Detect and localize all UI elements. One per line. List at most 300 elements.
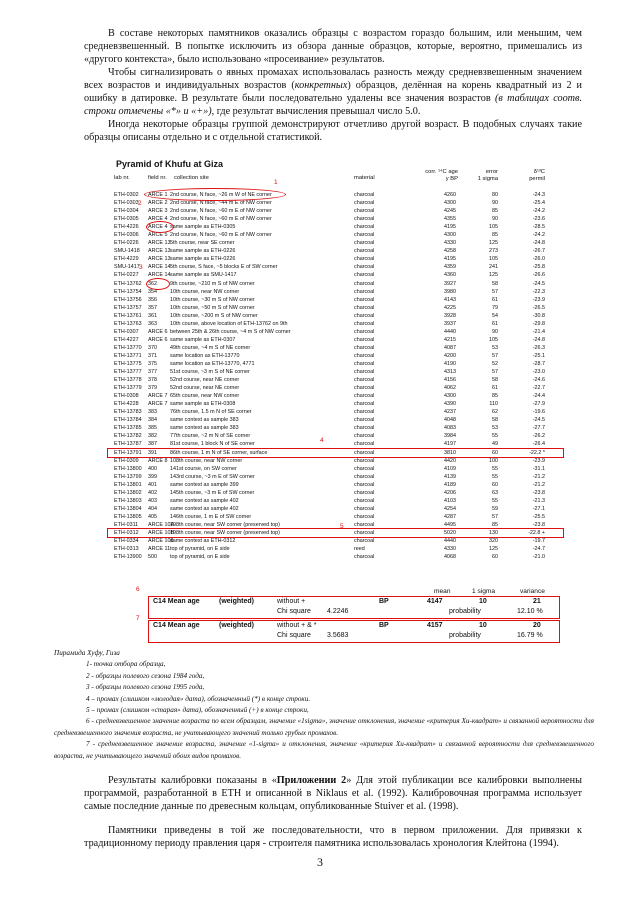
cell-field-nr: 401 [148,481,157,488]
cell-material: charcoal [354,280,375,287]
cell-delta13c: -28.5 [532,224,545,231]
cell-lab-nr: SMU-1418 [114,248,140,255]
cell-lab-nr: ETH-13756 [114,296,142,303]
caption-item: 4 – промах (слишком «молодая» дата), обозначенный (*) в конце строки. [86,694,311,703]
cell-material: charcoal [354,505,375,512]
stats-label: C14 Mean age [153,598,200,605]
cell-delta13c: -21.2 [532,481,545,488]
cell-age: 4156 [444,377,456,384]
table-row [108,545,563,553]
cell-field-nr: ARCE 7 [148,401,168,408]
cell-delta13c: -24.2 [532,208,545,215]
table-row [108,553,563,561]
paragraph-calibration [84,774,582,813]
cell-collection-site: 198th course, near SW corner (preserved top) [170,521,280,528]
cell-material: charcoal [354,232,375,239]
stats-header-mean: mean [434,588,451,595]
cell-field-nr: ARCE 6 [148,328,168,335]
stats-prob-value: 12.10 % [517,608,543,615]
cell-delta13c: -28.7 [532,360,545,367]
cell-field-nr: 385 [148,425,157,432]
stats-prob-label: probability [449,632,481,639]
cell-collection-site: 198th course, near SW corner (preserved top) [170,529,280,536]
cell-field-nr: 362 [148,280,157,287]
cell-field-nr: ARCE 13 [148,240,171,247]
cell-collection-site: top of pyramid, on E side [170,546,230,553]
marker-7: 7 [136,615,140,622]
cell-collection-site: same context as ETH-0312 [170,538,236,545]
table-row [108,384,563,392]
table-row [108,207,563,215]
cell-lab-nr: ETH-0303 [114,200,139,207]
cell-collection-site: same context as sample 402 [170,497,239,504]
table-row [108,497,563,505]
cell-age: 4245 [444,208,456,215]
table-row [108,457,563,465]
stats-box-without-all-outliers [148,620,560,643]
cell-lab-nr: ETH-0309 [114,457,139,464]
cell-error: 105 [489,256,498,263]
cell-delta13c: -22.7 [532,385,545,392]
cell-error: 55 [492,497,498,504]
cell-material: charcoal [354,425,375,432]
cell-material: charcoal [354,369,375,376]
cell-lab-nr: ETH-13762 [114,280,142,287]
cell-age: 4190 [444,360,456,367]
table-row [108,296,563,304]
cell-field-nr: ARCE 6 [148,336,168,343]
stats-prob-label: probability [449,608,481,615]
table-row [108,288,563,296]
cell-lab-nr: ETH-13800 [114,465,142,472]
cell-lab-nr: ETH-4229 [114,256,139,263]
cell-error: 61 [492,296,498,303]
cell-age: 4189 [444,481,456,488]
table-row [108,408,563,416]
header-material: material [354,175,375,181]
cell-field-nr: 500 [148,554,157,561]
table-row [108,440,563,448]
header-field: field nr. [148,175,167,181]
cell-material: charcoal [354,401,375,408]
cell-collection-site: 9th course, ~210 m S of NW corner [170,280,255,287]
cell-error: 85 [492,521,498,528]
cell-lab-nr: ETH-13801 [114,481,142,488]
cell-delta13c: -23.8 [532,521,545,528]
cell-lab-nr: ETH-13787 [114,441,142,448]
cell-collection-site: same sample as ETH-0308 [170,401,236,408]
cell-lab-nr: ETH-13791 [114,449,142,456]
cell-lab-nr: ETH-13757 [114,304,142,311]
cell-delta13c: -21.2 [532,473,545,480]
cell-age: 3928 [444,312,456,319]
paragraph-text: Результаты калибровки показаны в « [108,775,277,786]
cell-lab-nr: ETH-13783 [114,409,142,416]
cell-material: charcoal [354,344,375,351]
cell-delta13c: -22.2 * [529,449,545,456]
cell-field-nr: ARCE 14 [148,272,171,279]
cell-delta13c: -21.3 [532,497,545,504]
annotation-ring-1 [144,188,286,201]
cell-lab-nr: ETH-13803 [114,497,142,504]
cell-error: 241 [489,264,498,271]
cell-lab-nr: ETH-0226 [114,240,139,247]
cell-error: 90 [492,216,498,223]
paragraph-text: , где результат вычисления превышал число 5.0. [211,106,421,117]
cell-age: 4048 [444,417,456,424]
cell-error: 58 [492,417,498,424]
cell-lab-nr: ETH-13784 [114,417,142,424]
cell-age: 3937 [444,320,456,327]
cell-delta13c: -29.8 [532,320,545,327]
cell-material: charcoal [354,538,375,545]
cell-material: charcoal [354,409,375,416]
stats-filter: without + [277,598,306,605]
cell-material: charcoal [354,192,375,198]
cell-error: 58 [492,377,498,384]
cell-lab-nr: ETH-0306 [114,232,139,239]
cell-delta13c: -30.8 [532,312,545,319]
cell-collection-site: 2nd course, N face, ~44 m E of NW corner [170,200,272,207]
cell-collection-site: 108th course, near NW corner [170,457,243,464]
cell-age: 4390 [444,401,456,408]
table-row [108,376,563,384]
cell-delta13c: -26.6 [532,272,545,279]
cell-field-nr: ARCE 8 [148,457,168,464]
cell-lab-nr: ETH-0304 [114,208,139,215]
marker-4: 4 [320,437,324,444]
stats-unit: BP [379,622,389,629]
paragraph-text: Иногда некоторые образцы группой демонстрируют отчетливо другой возраст. В подобных случаях такие образцы описаны отдельно и с отдельной статистикой. [84,119,582,143]
table-row [108,473,563,481]
cell-field-nr: 354 [148,288,157,295]
annotation-ring-3 [146,278,170,290]
cell-age: 4195 [444,224,456,231]
cell-collection-site: top of pyramid, on E side [170,554,230,561]
stats-chi-value: 3.5683 [327,632,349,639]
cell-age: 4300 [444,393,456,400]
cell-delta13c: -26.4 [532,441,545,448]
cell-age: 4139 [444,473,456,480]
cell-age: 4087 [444,344,456,351]
cell-delta13c: -31.1 [532,465,545,472]
cell-material: charcoal [354,449,375,456]
stats-variance: 21 [533,598,541,605]
marker-1: 1 [274,179,278,186]
cell-collection-site: between 25th & 26th course, ~4 m S of NW corner [170,328,291,335]
cell-collection-site: same sample as ETH-0226 [170,248,236,255]
cell-material: charcoal [354,441,375,448]
cell-field-nr: ARCE 13 [148,256,171,263]
cell-delta13c: -24.6 [532,377,545,384]
cell-delta13c: -24.8 [532,336,545,343]
table-row [108,529,563,537]
stats-chi-value: 4.2246 [327,608,349,615]
cell-material: charcoal [354,264,375,271]
cell-collection-site: 10th course, near NW corner [170,288,240,295]
cell-material: charcoal [354,352,375,359]
table-row [108,505,563,513]
table-row [108,344,563,352]
stats-weighted: (weighted) [219,598,254,605]
cell-error: 60 [492,449,498,456]
cell-field-nr: ARCE 2 [148,200,168,207]
figure-caption [54,648,594,762]
cell-error: 61 [492,320,498,327]
cell-error: 49 [492,441,498,448]
cell-delta13c: -26.7 [532,248,545,255]
cell-field-nr: ARCE 1 [148,192,168,198]
cell-material: charcoal [354,200,375,207]
header-site: collection site [174,175,209,181]
cell-material: charcoal [354,473,375,480]
table-row [108,312,563,320]
cell-delta13c: -25.5 [532,513,545,520]
cell-age: 4068 [444,554,456,561]
cell-error: 57 [492,352,498,359]
cell-collection-site: 86th course, 1 m N of SE corner, surface [170,449,268,456]
cell-age: 4300 [444,200,456,207]
cell-lab-nr: ETH-0227 [114,272,139,279]
stats-filter: without + & * [277,622,317,629]
stats-sigma: 10 [479,622,487,629]
cell-error: 61 [492,385,498,392]
cell-age: 4200 [444,352,456,359]
cell-material: charcoal [354,208,375,215]
header-lab: lab nr. [114,175,130,181]
cell-age: 4440 [444,328,456,335]
cell-error: 55 [492,433,498,440]
paragraph-emphasis: конкретных [294,80,348,91]
header-age-unit: y BP [445,176,458,182]
table-row [108,432,563,440]
table-row [108,231,563,239]
cell-age: 3927 [444,280,456,287]
cell-delta13c: -25.8 [532,264,545,271]
cell-age: 4206 [444,489,456,496]
cell-error: 320 [489,538,498,545]
table-row [108,521,563,529]
cell-field-nr: 356 [148,296,157,303]
cell-collection-site: same location as ETH-13770, 4771 [170,360,255,367]
cell-lab-nr: ETH-13779 [114,385,142,392]
cell-delta13c: -23.0 [532,369,545,376]
paragraph-emphasis: (в таблицах соотв. строки отмечены «*» и «+») [84,93,582,117]
stats-unit: BP [379,598,389,605]
paragraph-text: Памятники приведены в той же последовательности, что в первом приложении. Для привязки к традиционному периоду правления царя - строителя памятника использовалась хронология Клейтона (1994). [84,825,582,849]
cell-lab-nr: ETH-13770 [114,344,142,351]
paragraph-text: В составе некоторых памятников оказались образцы с возрастом гораздо большим, или меньшим, чем средневзвешенный. В попытке исключить из обзора данные образцов, которые, вероятно, примешались из «другого контекста», было использовано «просеивание» результатов. [84,28,582,65]
cell-age: 3980 [444,288,456,295]
cell-error: 90 [492,200,498,207]
cell-field-nr: ARCE 5 [148,232,168,239]
cell-field-nr: 405 [148,513,157,520]
cell-material: charcoal [354,296,375,303]
table-row [108,489,563,497]
cell-age: 4103 [444,497,456,504]
cell-lab-nr: ETH-13804 [114,505,142,512]
cell-delta13c: -26.2 [532,433,545,440]
caption-item: 6 - средневзвешенное значение возраста по всем образцам, значение «1sigma», значение отклонения, значение «критерия Хи-квадрат» и связанной вероятности для средневзвешенного значения возраста, не учитывающего значений только грубых промахов. [54,717,594,737]
cell-error: 85 [492,232,498,239]
cell-lab-nr: ETH-13782 [114,433,142,440]
cell-delta13c: -24.5 [532,280,545,287]
cell-delta13c: -24.2 [532,232,545,239]
cell-lab-nr: ETH-13754 [114,288,142,295]
cell-field-nr: 384 [148,417,157,424]
cell-material: charcoal [354,393,375,400]
cell-collection-site: 81st course, 1 block N of SE corner [170,441,255,448]
table-row [108,352,563,360]
cell-collection-site: 49th course, ~4 m S of NE corner [170,344,251,351]
table-row [108,392,563,400]
table-row [108,280,563,288]
stats-sigma: 10 [479,598,487,605]
table-row [108,416,563,424]
cell-age: 3984 [444,433,456,440]
cell-lab-nr: ETH-13785 [114,425,142,432]
cell-lab-nr: SMU-1417 [114,264,140,271]
cell-lab-nr: ETH-0312 [114,529,139,536]
paragraph-intro [84,27,582,66]
cell-field-nr: 357 [148,304,157,311]
cell-field-nr: ARCE 7 [148,393,168,400]
cell-error: 55 [492,465,498,472]
cell-error: 54 [492,312,498,319]
table-row [108,400,563,408]
cell-lab-nr: ETH-4227 [114,336,139,343]
cell-delta13c: -24.5 [532,417,545,424]
cell-field-nr: ARCE 4 [148,224,168,231]
cell-error: 110 [489,401,498,408]
cell-lab-nr: ETH-13802 [114,489,142,496]
header-error: error [485,169,498,175]
cell-error: 125 [489,240,498,247]
stats-box-without-outliers-plus [148,596,560,619]
header-error-unit: 1 sigma [477,176,498,182]
cell-error: 79 [492,304,498,311]
cell-error: 85 [492,393,498,400]
table-row [108,328,563,336]
page-number: 3 [317,855,323,869]
cell-material: charcoal [354,312,375,319]
cell-age: 4355 [444,216,456,223]
table-body [108,191,563,561]
header-delta-unit: permil [529,176,545,182]
cell-material: charcoal [354,272,375,279]
table-row [108,481,563,489]
cell-age: 4260 [444,192,456,198]
header-age: corr. ¹⁴C age [425,169,458,175]
stats-weighted: (weighted) [219,622,254,629]
table-row [108,465,563,473]
cell-lab-nr: ETH-0308 [114,393,139,400]
table-row [108,263,563,271]
annotation-ring-2 [146,221,174,233]
table-row [108,320,563,328]
cell-material: charcoal [354,320,375,327]
cell-lab-nr: ETH-0311 [114,521,139,528]
cell-delta13c: -25.4 [532,200,545,207]
cell-error: 100 [489,457,498,464]
cell-lab-nr: ETH-13799 [114,473,142,480]
cell-field-nr: 387 [148,441,157,448]
table-row [108,360,563,368]
paragraph-method [84,66,582,118]
cell-error: 273 [489,248,498,255]
cell-field-nr: 361 [148,312,157,319]
cell-lab-nr: ETH-13763 [114,320,142,327]
stats-mean: 4147 [427,598,443,605]
cell-delta13c: -23.8 [532,489,545,496]
cell-collection-site: 145th course, ~3 m E of SW corner [170,489,255,496]
cell-collection-site: 5th course, S face, ~5 blocks E of SW corner [170,264,278,271]
cell-material: charcoal [354,465,375,472]
marker-6: 6 [136,586,140,593]
cell-collection-site: 2nd course, N face, ~26 m W of NE corner [170,192,272,198]
cell-collection-site: 2nd course, N face, ~60 m E of NW corner [170,208,272,215]
cell-delta13c: -22.3 [532,288,545,295]
cell-material: charcoal [354,336,375,343]
cell-field-nr: 379 [148,385,157,392]
table-row [108,368,563,376]
cell-delta13c: -24.8 [532,240,545,247]
cell-delta13c: -26.3 [532,344,545,351]
cell-error: 58 [492,280,498,287]
cell-collection-site: 10th course, ~200 m S of NW corner [170,312,258,319]
cell-age: 4143 [444,296,456,303]
cell-age: 4420 [444,457,456,464]
cell-lab-nr: ETH-13900 [114,554,142,561]
cell-collection-site: same context as sample 383 [170,417,239,424]
cell-field-nr: 400 [148,465,157,472]
cell-age: 4300 [444,232,456,239]
cell-age: 4495 [444,521,456,528]
cell-delta13c: -26.5 [532,304,545,311]
caption-item: 3 - образцы полевого сезона 1995 года, [86,683,205,692]
cell-lab-nr: ETH-0334 [114,538,139,545]
cell-error: 57 [492,369,498,376]
cell-delta13c: -25.1 [532,352,545,359]
table-row [108,255,563,263]
cell-age: 4360 [444,272,456,279]
cell-collection-site: same context as sample 383 [170,425,239,432]
cell-age: 4083 [444,425,456,432]
paragraph-groups [84,118,582,144]
stats-chi-label: Chi square [277,632,311,639]
cell-delta13c: -21.0 [532,554,545,561]
cell-age: 4195 [444,256,456,263]
cell-collection-site: 10th course, ~50 m S of NW corner [170,304,255,311]
cell-field-nr: 375 [148,360,157,367]
cell-collection-site: same location as ETH-13770 [170,352,240,359]
cell-material: charcoal [354,248,375,255]
cell-lab-nr: ETH-13777 [114,369,142,376]
cell-delta13c: -27.7 [532,425,545,432]
cell-field-nr: 383 [148,409,157,416]
caption-item: 2 - образцы полевого сезона 1984 года, [86,671,205,680]
cell-field-nr: ARCE 11 [148,546,171,553]
cell-delta13c: -21.4 [532,328,545,335]
cell-material: charcoal [354,513,375,520]
cell-material: charcoal [354,529,375,536]
stats-header-sigma: 1 sigma [472,588,496,595]
cell-age: 4330 [444,240,456,247]
cell-lab-nr: ETH-13771 [114,352,142,359]
cell-delta13c: -19.6 [532,409,545,416]
cell-error: 57 [492,513,498,520]
cell-error: 53 [492,425,498,432]
